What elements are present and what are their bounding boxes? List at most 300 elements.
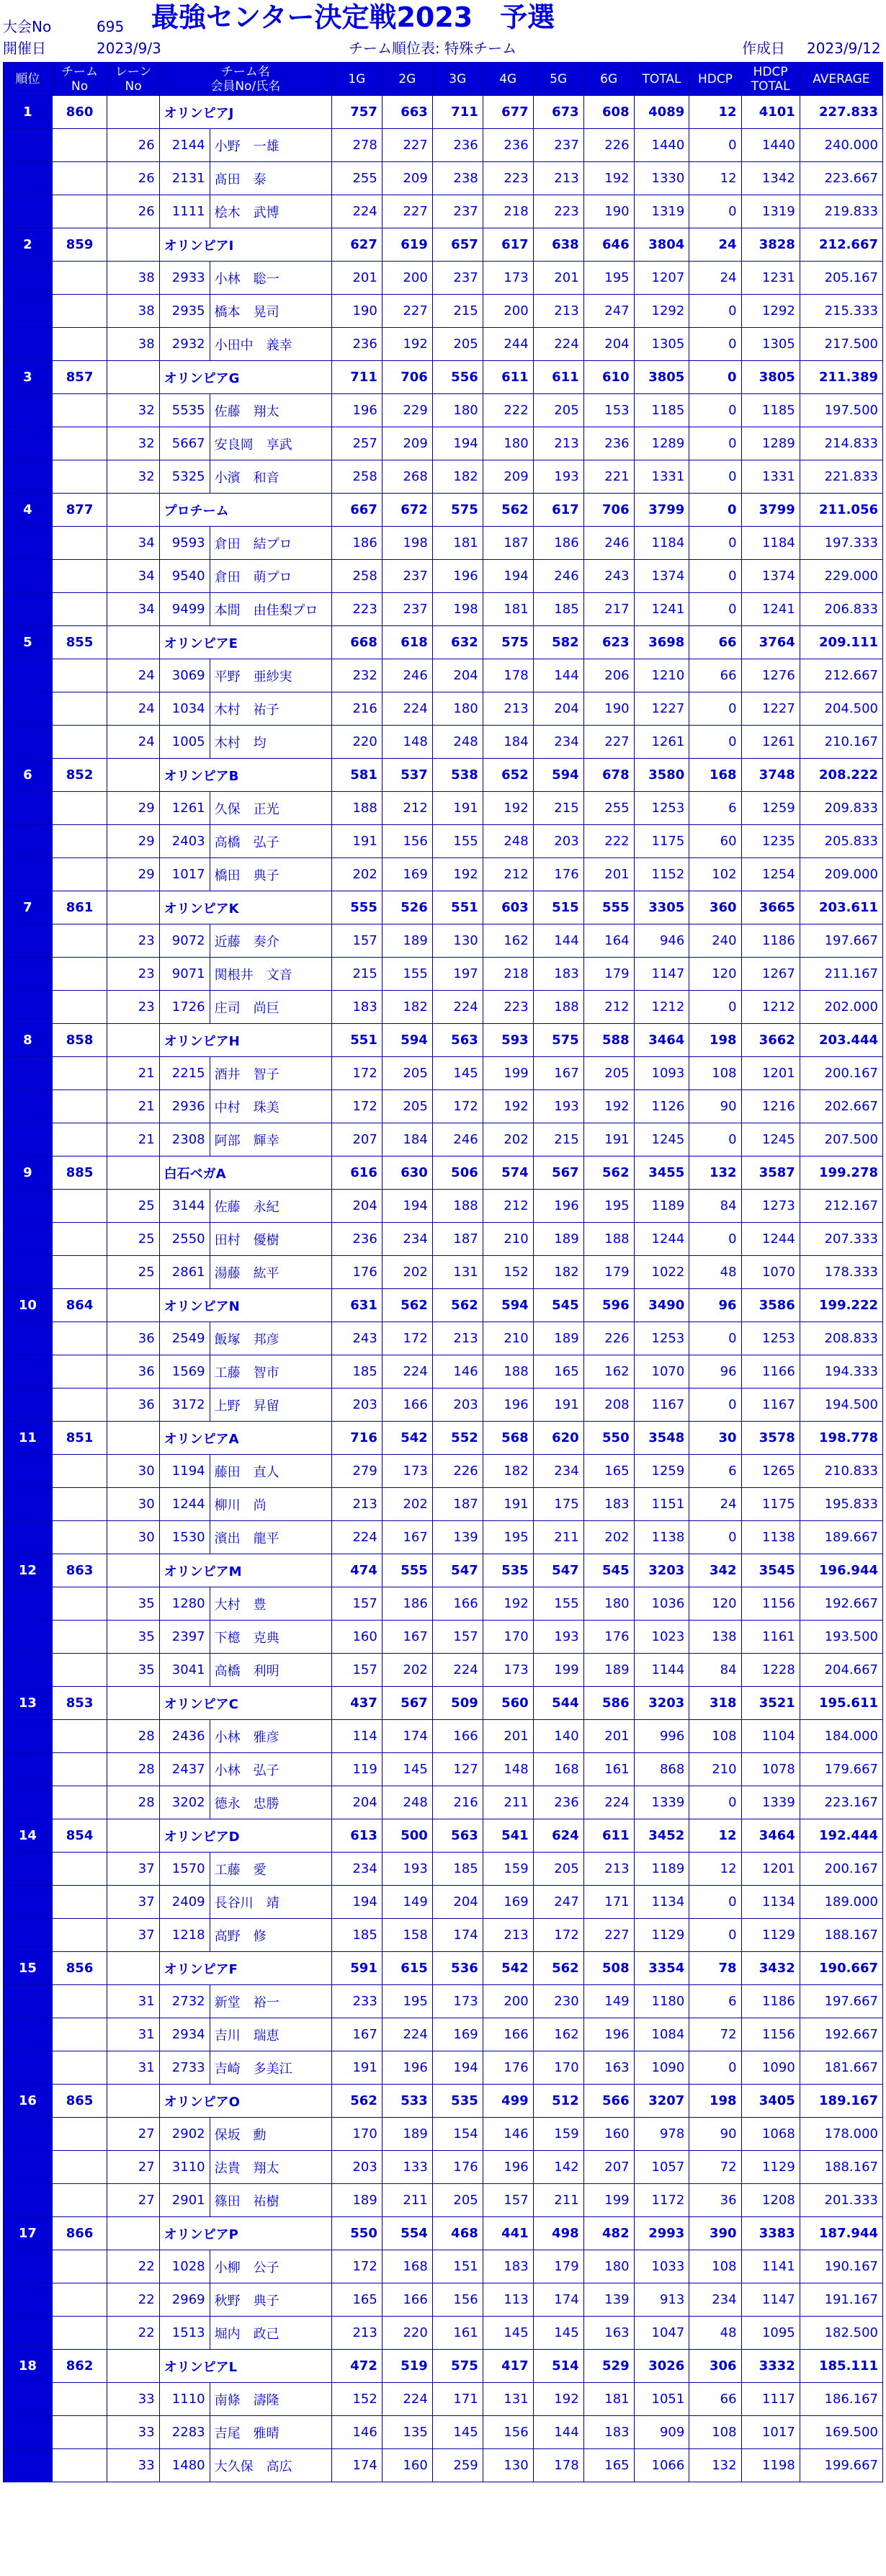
game-score: 594 xyxy=(483,1289,533,1322)
average: 190.667 xyxy=(800,1952,882,1985)
game-score: 151 xyxy=(432,2250,483,2283)
column-header-team-name xyxy=(159,63,331,96)
hdcp-total: 1129 xyxy=(741,1919,800,1952)
team-no: 885 xyxy=(52,1156,107,1190)
game-score: 268 xyxy=(382,460,432,494)
hdcp: 0 xyxy=(689,1521,741,1554)
lane-no: 31 xyxy=(107,2051,159,2085)
lane-no xyxy=(107,2350,159,2383)
game-score: 215 xyxy=(331,958,382,991)
game-score: 213 xyxy=(533,162,583,195)
total: 1126 xyxy=(634,1090,689,1123)
rank-cell: 4 xyxy=(4,494,53,527)
hdcp: 360 xyxy=(689,891,741,924)
game-score: 193 xyxy=(533,1621,583,1654)
team-name: オリンピアP xyxy=(159,2217,331,2250)
total: 3805 xyxy=(634,361,689,394)
rank-cell xyxy=(4,527,53,560)
hdcp: 210 xyxy=(689,1753,741,1786)
game-score: 168 xyxy=(533,1753,583,1786)
member-no: 2901 xyxy=(159,2184,210,2217)
game-score: 194 xyxy=(432,427,483,460)
game-score: 180 xyxy=(432,692,483,726)
game-score: 181 xyxy=(483,593,533,626)
game-score: 171 xyxy=(432,2383,483,2416)
hdcp: 72 xyxy=(689,2018,741,2051)
hdcp: 390 xyxy=(689,2217,741,2250)
total: 2993 xyxy=(634,2217,689,2250)
column-header-text: 会員No/氏名 xyxy=(210,79,281,94)
team-no xyxy=(52,394,107,427)
rank-cell xyxy=(4,2449,53,2482)
team-name: オリンピアJ xyxy=(159,96,331,129)
game-score: 192 xyxy=(583,162,634,195)
game-score: 552 xyxy=(432,1422,483,1455)
rank-cell xyxy=(4,1853,53,1886)
game-score: 191 xyxy=(533,1389,583,1422)
team-no: 859 xyxy=(52,228,107,262)
member-row xyxy=(4,1190,883,1223)
hdcp: 0 xyxy=(689,394,741,427)
member-no: 1513 xyxy=(159,2317,210,2350)
game-score: 205 xyxy=(583,1057,634,1090)
game-score: 204 xyxy=(432,1886,483,1919)
hdcp: 108 xyxy=(689,1720,741,1753)
rank-cell: 2 xyxy=(4,228,53,262)
game-score: 224 xyxy=(331,1521,382,1554)
member-name: 下檍 克典 xyxy=(210,1621,331,1654)
member-no: 2131 xyxy=(159,162,210,195)
game-score: 224 xyxy=(382,692,432,726)
game-score: 236 xyxy=(432,129,483,162)
hdcp-total: 1175 xyxy=(741,1488,800,1521)
table-body xyxy=(4,96,883,2482)
member-name: 大久保 高広 xyxy=(210,2449,331,2482)
game-score: 201 xyxy=(583,858,634,891)
game-score: 617 xyxy=(533,494,583,527)
average: 196.944 xyxy=(800,1554,882,1587)
hdcp: 24 xyxy=(689,262,741,295)
member-row xyxy=(4,924,883,958)
hdcp-total: 1166 xyxy=(741,1355,800,1389)
member-row xyxy=(4,858,883,891)
game-score: 586 xyxy=(583,1687,634,1720)
member-row xyxy=(4,527,883,560)
rank-cell xyxy=(4,1389,53,1422)
game-score: 515 xyxy=(533,891,583,924)
game-score: 131 xyxy=(432,1256,483,1289)
total: 1152 xyxy=(634,858,689,891)
game-score: 221 xyxy=(583,460,634,494)
member-name: 桧木 武博 xyxy=(210,195,331,228)
average: 169.500 xyxy=(800,2416,882,2449)
game-score: 223 xyxy=(533,195,583,228)
game-score: 145 xyxy=(483,2317,533,2350)
member-row xyxy=(4,560,883,593)
team-no xyxy=(52,560,107,593)
hdcp: 84 xyxy=(689,1654,741,1687)
team-no xyxy=(52,958,107,991)
average: 208.833 xyxy=(800,1322,882,1355)
game-score: 172 xyxy=(432,1090,483,1123)
game-score: 230 xyxy=(533,1985,583,2018)
team-row xyxy=(4,361,883,394)
game-score: 195 xyxy=(583,1190,634,1223)
rank-cell xyxy=(4,1753,53,1786)
total: 1167 xyxy=(634,1389,689,1422)
game-score: 164 xyxy=(583,924,634,958)
hdcp: 0 xyxy=(689,1389,741,1422)
game-score: 236 xyxy=(583,427,634,460)
average: 178.000 xyxy=(800,2118,882,2151)
rank-cell xyxy=(4,726,53,759)
team-no: 854 xyxy=(52,1819,107,1853)
hdcp-total: 1331 xyxy=(741,460,800,494)
column-header-g6 xyxy=(583,63,634,96)
game-score: 216 xyxy=(432,1786,483,1819)
game-score: 667 xyxy=(331,494,382,527)
game-score: 207 xyxy=(583,2151,634,2184)
game-score: 673 xyxy=(533,96,583,129)
game-score: 574 xyxy=(483,1156,533,1190)
game-score: 555 xyxy=(331,891,382,924)
rank-cell xyxy=(4,560,53,593)
game-score: 173 xyxy=(432,1985,483,2018)
team-no xyxy=(52,162,107,195)
member-no: 1244 xyxy=(159,1488,210,1521)
game-score: 155 xyxy=(382,958,432,991)
member-no: 1110 xyxy=(159,2383,210,2416)
game-score: 188 xyxy=(432,1190,483,1223)
hdcp-total: 3332 xyxy=(741,2350,800,2383)
hdcp-total: 1167 xyxy=(741,1389,800,1422)
team-no xyxy=(52,460,107,494)
member-name: 堀内 政己 xyxy=(210,2317,331,2350)
team-row xyxy=(4,2350,883,2383)
team-no: 857 xyxy=(52,361,107,394)
average: 209.111 xyxy=(800,626,882,659)
game-score: 184 xyxy=(382,1123,432,1156)
game-score: 163 xyxy=(583,2051,634,2085)
member-row xyxy=(4,1853,883,1886)
total: 1151 xyxy=(634,1488,689,1521)
game-score: 620 xyxy=(533,1422,583,1455)
lane-no xyxy=(107,96,159,129)
hdcp-total: 1201 xyxy=(741,1853,800,1886)
game-score: 174 xyxy=(331,2449,382,2482)
game-score: 203 xyxy=(432,1389,483,1422)
rank-cell xyxy=(4,295,53,328)
game-score: 159 xyxy=(483,1853,533,1886)
game-score: 157 xyxy=(331,1654,382,1687)
rank-cell xyxy=(4,162,53,195)
hdcp-total: 1245 xyxy=(741,1123,800,1156)
member-no: 9071 xyxy=(159,958,210,991)
game-score: 198 xyxy=(382,527,432,560)
member-name: 法貴 翔太 xyxy=(210,2151,331,2184)
game-score: 247 xyxy=(533,1886,583,1919)
hdcp-total: 3545 xyxy=(741,1554,800,1587)
hdcp-total: 1161 xyxy=(741,1621,800,1654)
average: 211.167 xyxy=(800,958,882,991)
member-no: 5325 xyxy=(159,460,210,494)
game-score: 259 xyxy=(432,2449,483,2482)
rank-cell xyxy=(4,129,53,162)
game-score: 535 xyxy=(432,2085,483,2118)
hdcp: 0 xyxy=(689,328,741,361)
average: 184.000 xyxy=(800,1720,882,1753)
team-no xyxy=(52,1123,107,1156)
average: 205.833 xyxy=(800,825,882,858)
column-header-text: No xyxy=(125,79,142,94)
game-score: 166 xyxy=(382,1389,432,1422)
game-score: 173 xyxy=(483,262,533,295)
rank-cell: 5 xyxy=(4,626,53,659)
hdcp-total: 3799 xyxy=(741,494,800,527)
team-no xyxy=(52,2449,107,2482)
hdcp: 0 xyxy=(689,1786,741,1819)
lane-no: 23 xyxy=(107,958,159,991)
member-no: 1530 xyxy=(159,1521,210,1554)
hdcp: 0 xyxy=(689,427,741,460)
member-name: 酒井 智子 xyxy=(210,1057,331,1090)
member-name: 橋田 典子 xyxy=(210,858,331,891)
team-row xyxy=(4,494,883,527)
member-row xyxy=(4,991,883,1024)
game-score: 169 xyxy=(483,1886,533,1919)
game-score: 156 xyxy=(382,825,432,858)
member-row xyxy=(4,1621,883,1654)
date-label: 開催日 xyxy=(3,40,46,57)
game-score: 237 xyxy=(432,262,483,295)
average: 194.333 xyxy=(800,1355,882,1389)
lane-no: 23 xyxy=(107,991,159,1024)
member-no: 2935 xyxy=(159,295,210,328)
member-row xyxy=(4,1488,883,1521)
game-score: 145 xyxy=(432,2416,483,2449)
team-no xyxy=(52,195,107,228)
game-score: 205 xyxy=(432,328,483,361)
column-header-text: チーム名 xyxy=(220,64,270,79)
member-no: 2144 xyxy=(159,129,210,162)
team-no xyxy=(52,792,107,825)
total: 1138 xyxy=(634,1521,689,1554)
member-no: 1017 xyxy=(159,858,210,891)
average: 210.167 xyxy=(800,726,882,759)
game-score: 224 xyxy=(432,1654,483,1687)
game-score: 194 xyxy=(432,2051,483,2085)
game-score: 166 xyxy=(483,2018,533,2051)
total: 1227 xyxy=(634,692,689,726)
total: 1331 xyxy=(634,460,689,494)
hdcp-total: 3665 xyxy=(741,891,800,924)
total: 1259 xyxy=(634,1455,689,1488)
game-score: 223 xyxy=(331,593,382,626)
game-score: 610 xyxy=(583,361,634,394)
team-no xyxy=(52,991,107,1024)
rank-cell: 7 xyxy=(4,891,53,924)
total: 1134 xyxy=(634,1886,689,1919)
game-score: 213 xyxy=(331,2317,382,2350)
game-score: 162 xyxy=(583,1355,634,1389)
game-score: 588 xyxy=(583,1024,634,1057)
game-score: 554 xyxy=(382,2217,432,2250)
game-score: 498 xyxy=(533,2217,583,2250)
rank-cell xyxy=(4,659,53,692)
game-score: 512 xyxy=(533,2085,583,2118)
game-score: 215 xyxy=(533,792,583,825)
member-no: 1569 xyxy=(159,1355,210,1389)
team-no xyxy=(52,1355,107,1389)
hdcp-total: 1440 xyxy=(741,129,800,162)
game-score: 174 xyxy=(533,2283,583,2317)
game-score: 175 xyxy=(533,1488,583,1521)
member-name: 吉尾 雅晴 xyxy=(210,2416,331,2449)
member-name: 高橋 利明 xyxy=(210,1654,331,1687)
game-score: 575 xyxy=(432,2350,483,2383)
rank-cell xyxy=(4,2118,53,2151)
hdcp-total: 1134 xyxy=(741,1886,800,1919)
team-no xyxy=(52,1753,107,1786)
total: 1212 xyxy=(634,991,689,1024)
game-score: 236 xyxy=(533,1786,583,1819)
average: 229.000 xyxy=(800,560,882,593)
game-score: 159 xyxy=(533,2118,583,2151)
game-score: 238 xyxy=(432,162,483,195)
lane-no: 29 xyxy=(107,858,159,891)
average: 197.333 xyxy=(800,527,882,560)
member-no: 1480 xyxy=(159,2449,210,2482)
game-score: 172 xyxy=(331,1057,382,1090)
game-score: 144 xyxy=(533,659,583,692)
total: 1129 xyxy=(634,1919,689,1952)
average: 197.667 xyxy=(800,924,882,958)
member-name: 長谷川 靖 xyxy=(210,1886,331,1919)
member-name: 安良岡 享武 xyxy=(210,427,331,460)
hdcp-total: 1289 xyxy=(741,427,800,460)
game-score: 594 xyxy=(382,1024,432,1057)
game-score: 176 xyxy=(331,1256,382,1289)
game-score: 192 xyxy=(483,1587,533,1621)
game-score: 114 xyxy=(331,1720,382,1753)
lane-no: 28 xyxy=(107,1720,159,1753)
member-no: 5535 xyxy=(159,394,210,427)
team-name: オリンピアI xyxy=(159,228,331,262)
hdcp: 108 xyxy=(689,2250,741,2283)
game-score: 179 xyxy=(583,1256,634,1289)
rank-cell xyxy=(4,1057,53,1090)
lane-no: 34 xyxy=(107,593,159,626)
team-no: 858 xyxy=(52,1024,107,1057)
lane-no: 27 xyxy=(107,2151,159,2184)
rank-cell xyxy=(4,1654,53,1687)
member-name: 小林 雅彦 xyxy=(210,1720,331,1753)
game-score: 180 xyxy=(583,2250,634,2283)
team-no: 852 xyxy=(52,759,107,792)
lane-no: 21 xyxy=(107,1090,159,1123)
game-score: 575 xyxy=(483,626,533,659)
hdcp: 12 xyxy=(689,1853,741,1886)
member-row xyxy=(4,593,883,626)
team-no xyxy=(52,427,107,460)
team-no xyxy=(52,1455,107,1488)
game-score: 155 xyxy=(432,825,483,858)
lane-no: 25 xyxy=(107,1223,159,1256)
total: 1180 xyxy=(634,1985,689,2018)
rank-cell: 13 xyxy=(4,1687,53,1720)
rank-cell xyxy=(4,958,53,991)
hdcp: 12 xyxy=(689,162,741,195)
game-score: 174 xyxy=(432,1919,483,1952)
member-no: 2397 xyxy=(159,1621,210,1654)
column-header-rank xyxy=(4,63,53,96)
lane-no: 24 xyxy=(107,659,159,692)
rank-cell xyxy=(4,328,53,361)
member-no: 1005 xyxy=(159,726,210,759)
rank-cell xyxy=(4,394,53,427)
lane-no: 37 xyxy=(107,1919,159,1952)
hdcp-total: 1198 xyxy=(741,2449,800,2482)
team-row xyxy=(4,228,883,262)
rank-cell xyxy=(4,1455,53,1488)
member-no: 2732 xyxy=(159,1985,210,2018)
hdcp: 60 xyxy=(689,825,741,858)
lane-no: 35 xyxy=(107,1654,159,1687)
game-score: 176 xyxy=(432,2151,483,2184)
hdcp-total: 1374 xyxy=(741,560,800,593)
game-score: 550 xyxy=(583,1422,634,1455)
game-score: 211 xyxy=(533,1521,583,1554)
game-score: 189 xyxy=(382,924,432,958)
hdcp: 84 xyxy=(689,1190,741,1223)
member-row xyxy=(4,2250,883,2283)
team-row xyxy=(4,1289,883,1322)
member-name: 木村 祐子 xyxy=(210,692,331,726)
game-score: 113 xyxy=(483,2283,533,2317)
column-header-g4 xyxy=(483,63,533,96)
member-name: 吉崎 多美江 xyxy=(210,2051,331,2085)
game-score: 619 xyxy=(382,228,432,262)
team-no xyxy=(52,1488,107,1521)
hdcp-total: 3586 xyxy=(741,1289,800,1322)
hdcp-total: 1138 xyxy=(741,1521,800,1554)
team-name: オリンピアE xyxy=(159,626,331,659)
game-score: 170 xyxy=(331,2118,382,2151)
member-name: 木村 均 xyxy=(210,726,331,759)
game-score: 162 xyxy=(533,2018,583,2051)
hdcp-total: 1147 xyxy=(741,2283,800,2317)
game-score: 135 xyxy=(382,2416,432,2449)
rank-cell: 1 xyxy=(4,96,53,129)
lane-no xyxy=(107,1156,159,1190)
member-row xyxy=(4,1223,883,1256)
game-score: 255 xyxy=(583,792,634,825)
team-no xyxy=(52,2416,107,2449)
hdcp: 72 xyxy=(689,2151,741,2184)
average: 185.111 xyxy=(800,2350,882,2383)
game-score: 224 xyxy=(432,991,483,1024)
average: 199.278 xyxy=(800,1156,882,1190)
average: 214.833 xyxy=(800,427,882,460)
game-score: 201 xyxy=(331,262,382,295)
hdcp-total: 3464 xyxy=(741,1819,800,1853)
team-no xyxy=(52,2383,107,2416)
game-score: 194 xyxy=(483,560,533,593)
game-score: 196 xyxy=(432,560,483,593)
game-score: 550 xyxy=(331,2217,382,2250)
game-score: 208 xyxy=(583,1389,634,1422)
hdcp-total: 1186 xyxy=(741,924,800,958)
